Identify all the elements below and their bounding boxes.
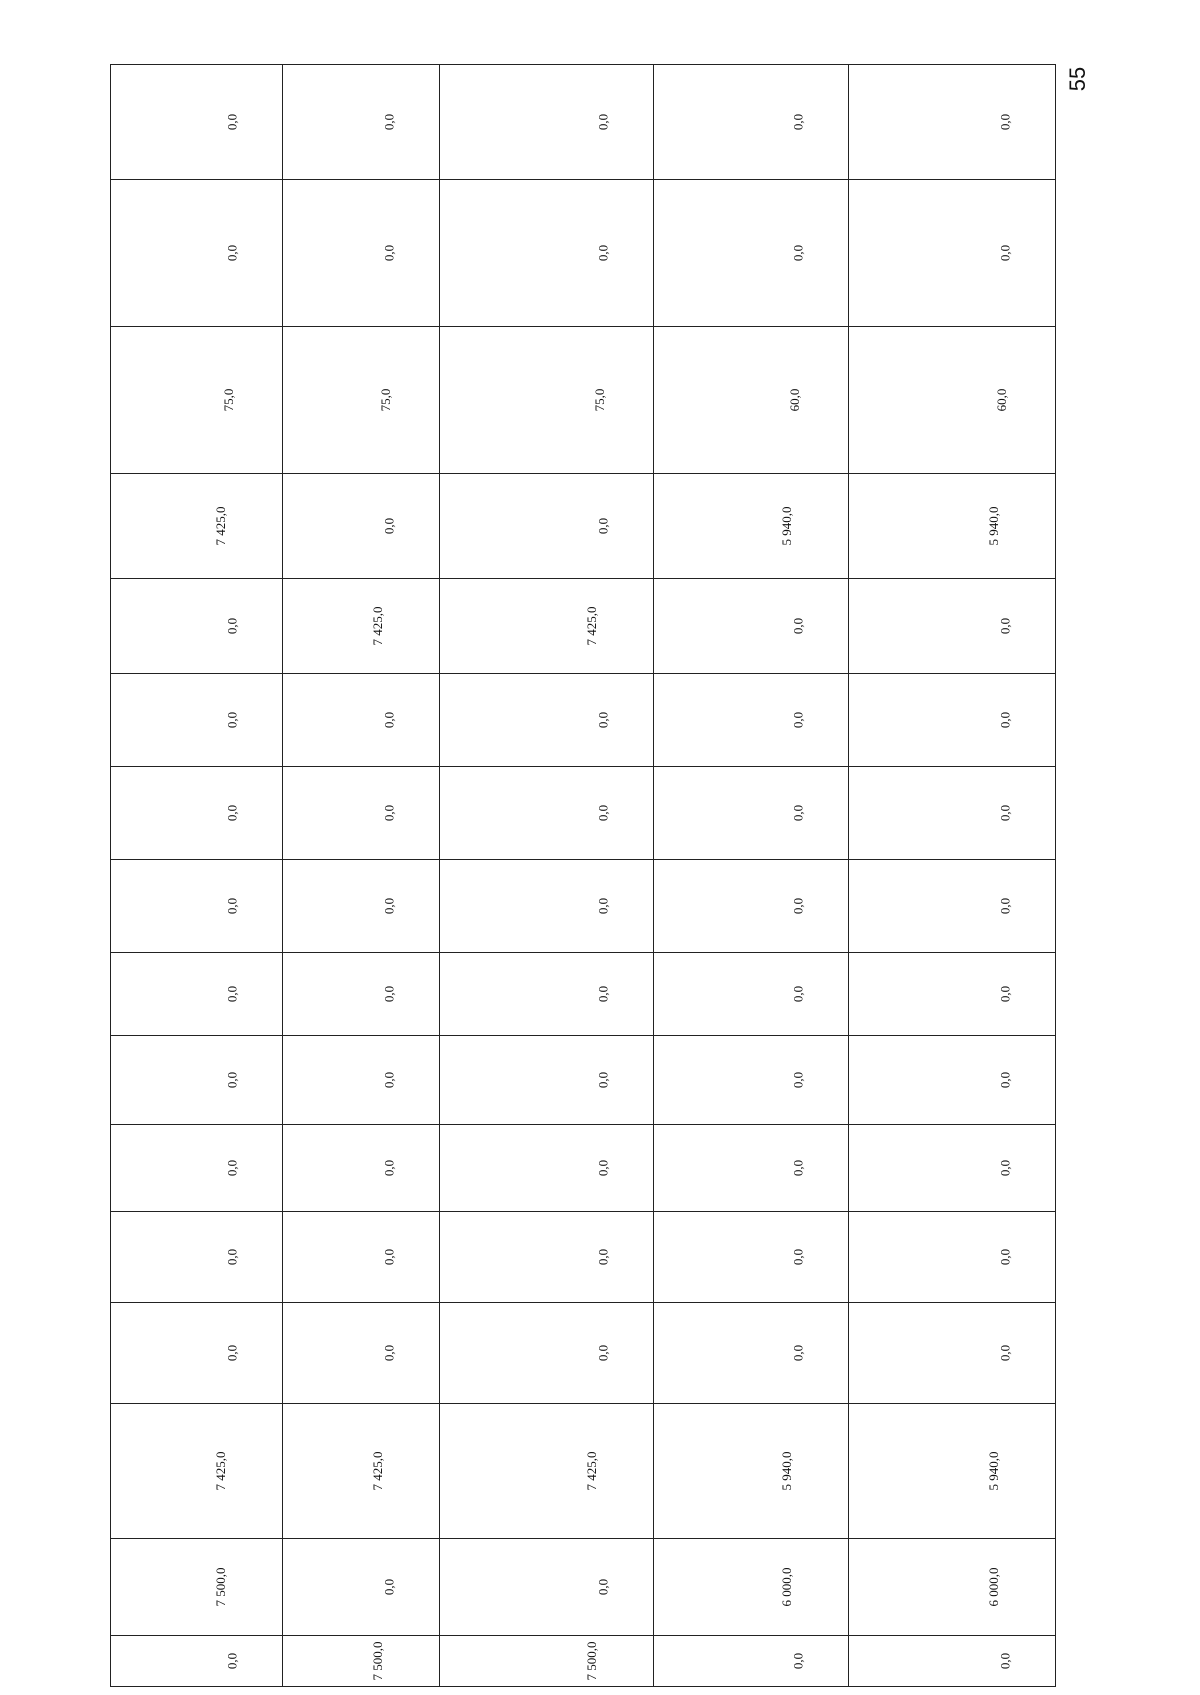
cell-value: 7 500,0 [370, 1641, 385, 1681]
cell-inner [283, 953, 439, 1035]
cell-value: 0,0 [381, 1578, 397, 1596]
table-cell [440, 1303, 654, 1404]
table-cell [654, 1303, 849, 1404]
table-row [111, 1303, 1056, 1404]
table-cell [440, 1404, 654, 1539]
cell-value: 0,0 [381, 804, 397, 822]
table-cell [111, 1125, 283, 1212]
table-body [111, 65, 1056, 1687]
table-row [111, 1212, 1056, 1303]
cell-inner [440, 1636, 653, 1686]
cell-value: 5 940,0 [779, 506, 794, 546]
cell-value: 0,0 [224, 1159, 240, 1177]
cell-value: 0,0 [790, 113, 806, 131]
table-cell [440, 579, 654, 674]
cell-inner [654, 1539, 848, 1635]
cell-value: 75,0 [221, 388, 237, 412]
table-row [111, 953, 1056, 1036]
table-cell [283, 180, 440, 327]
table-cell [654, 1404, 849, 1539]
cell-value: 0,0 [224, 113, 240, 131]
table-cell [440, 953, 654, 1036]
cell-inner [440, 767, 653, 859]
cell-value: 0,0 [790, 897, 806, 915]
table-cell [654, 767, 849, 860]
table-cell [111, 953, 283, 1036]
cell-inner [654, 1404, 848, 1538]
cell-inner [111, 953, 282, 1035]
table-cell [849, 327, 1056, 474]
table-cell [111, 767, 283, 860]
cell-inner [440, 953, 653, 1035]
cell-inner [654, 1036, 848, 1124]
cell-value: 0,0 [595, 1344, 611, 1362]
cell-value: 7 425,0 [213, 506, 228, 546]
cell-value: 0,0 [381, 897, 397, 915]
cell-inner [111, 674, 282, 766]
table-row [111, 474, 1056, 579]
cell-inner [111, 1404, 282, 1538]
cell-inner [849, 180, 1055, 326]
table-cell [440, 65, 654, 180]
table-cell [849, 1125, 1056, 1212]
cell-value: 60,0 [994, 388, 1010, 412]
table-cell [283, 674, 440, 767]
cell-value: 5 940,0 [986, 1451, 1001, 1491]
cell-value: 0,0 [224, 244, 240, 262]
cell-inner [283, 767, 439, 859]
table-cell [111, 474, 283, 579]
cell-inner [849, 953, 1055, 1035]
cell-value: 0,0 [997, 1652, 1013, 1670]
table-cell [654, 953, 849, 1036]
cell-inner [654, 65, 848, 179]
cell-inner [283, 1636, 439, 1686]
cell-value: 0,0 [997, 897, 1013, 915]
cell-inner [849, 1125, 1055, 1211]
cell-value: 0,0 [381, 1344, 397, 1362]
cell-inner [654, 474, 848, 578]
cell-inner [849, 860, 1055, 952]
cell-inner [283, 327, 439, 473]
cell-inner [283, 579, 439, 673]
cell-value: 0,0 [790, 617, 806, 635]
table-cell [111, 1036, 283, 1125]
table-cell [849, 579, 1056, 674]
cell-inner [654, 1303, 848, 1403]
cell-inner [111, 767, 282, 859]
table-cell [849, 1404, 1056, 1539]
cell-inner [111, 180, 282, 326]
cell-inner [849, 1636, 1055, 1686]
cell-inner [283, 1303, 439, 1403]
cell-inner [849, 674, 1055, 766]
cell-inner [654, 1212, 848, 1302]
table-cell [654, 1125, 849, 1212]
cell-value: 0,0 [595, 1248, 611, 1266]
table-cell [440, 767, 654, 860]
table-cell [654, 474, 849, 579]
table-cell [283, 1125, 440, 1212]
table-cell [283, 65, 440, 180]
table-cell [849, 65, 1056, 180]
cell-inner [849, 767, 1055, 859]
table-cell [849, 1036, 1056, 1125]
table-cell [849, 674, 1056, 767]
cell-value: 0,0 [790, 1652, 806, 1670]
cell-value: 0,0 [997, 113, 1013, 131]
cell-inner [283, 1539, 439, 1635]
cell-value: 0,0 [595, 244, 611, 262]
cell-inner [440, 474, 653, 578]
cell-inner [283, 1212, 439, 1302]
cell-value: 0,0 [381, 113, 397, 131]
cell-value: 0,0 [997, 1344, 1013, 1362]
table-cell [849, 767, 1056, 860]
table-cell [111, 1539, 283, 1636]
table-cell [440, 1036, 654, 1125]
cell-inner [849, 579, 1055, 673]
cell-inner [440, 1404, 653, 1538]
cell-value: 75,0 [592, 388, 608, 412]
cell-inner [283, 1036, 439, 1124]
table-cell [111, 1404, 283, 1539]
cell-inner [849, 474, 1055, 578]
table-cell [849, 1303, 1056, 1404]
table-row [111, 1404, 1056, 1539]
table-cell [654, 579, 849, 674]
cell-inner [654, 767, 848, 859]
table-cell [111, 65, 283, 180]
table-cell [654, 860, 849, 953]
cell-value: 0,0 [595, 517, 611, 535]
table-cell [849, 860, 1056, 953]
table-cell [111, 860, 283, 953]
cell-inner [440, 674, 653, 766]
cell-value: 0,0 [224, 1652, 240, 1670]
table-row [111, 579, 1056, 674]
cell-value: 0,0 [997, 617, 1013, 635]
table-cell [440, 1212, 654, 1303]
cell-value: 0,0 [224, 985, 240, 1003]
table-row [111, 65, 1056, 180]
cell-inner [849, 327, 1055, 473]
cell-value: 0,0 [790, 1248, 806, 1266]
cell-value: 0,0 [381, 517, 397, 535]
table-cell [654, 1036, 849, 1125]
cell-inner [111, 1125, 282, 1211]
cell-inner [111, 327, 282, 473]
table-cell [440, 1539, 654, 1636]
cell-value: 0,0 [224, 897, 240, 915]
cell-inner [654, 953, 848, 1035]
cell-value: 0,0 [224, 711, 240, 729]
cell-value: 60,0 [787, 388, 803, 412]
cell-inner [654, 674, 848, 766]
table-cell [283, 1303, 440, 1404]
cell-inner [849, 65, 1055, 179]
cell-inner [849, 1539, 1055, 1635]
table-cell [654, 1212, 849, 1303]
cell-inner [111, 1212, 282, 1302]
cell-value: 0,0 [790, 711, 806, 729]
cell-value: 7 500,0 [213, 1567, 228, 1607]
cell-value: 0,0 [381, 1159, 397, 1177]
cell-value: 0,0 [224, 1248, 240, 1266]
cell-value: 0,0 [381, 711, 397, 729]
cell-value: 0,0 [790, 1071, 806, 1089]
cell-inner [440, 1212, 653, 1302]
cell-inner [283, 474, 439, 578]
cell-value: 0,0 [595, 804, 611, 822]
table-cell [283, 1036, 440, 1125]
table-cell [283, 327, 440, 474]
table-cell [440, 180, 654, 327]
table-row [111, 1125, 1056, 1212]
cell-value: 7 425,0 [584, 606, 599, 646]
table-cell [111, 1636, 283, 1687]
table-cell [111, 180, 283, 327]
table-row [111, 860, 1056, 953]
table-cell [111, 1212, 283, 1303]
table-cell [283, 579, 440, 674]
cell-value: 0,0 [790, 244, 806, 262]
cell-inner [654, 579, 848, 673]
cell-inner [111, 860, 282, 952]
cell-value: 6 000,0 [779, 1567, 794, 1607]
table-cell [849, 1539, 1056, 1636]
table-cell [283, 953, 440, 1036]
cell-value: 0,0 [790, 1159, 806, 1177]
cell-inner [111, 579, 282, 673]
cell-inner [111, 1036, 282, 1124]
table-cell [111, 1303, 283, 1404]
cell-inner [283, 860, 439, 952]
cell-value: 0,0 [381, 1248, 397, 1266]
cell-value: 0,0 [997, 244, 1013, 262]
table-cell [654, 65, 849, 180]
cell-value: 0,0 [790, 1344, 806, 1362]
page-number: 55 [1065, 66, 1090, 92]
cell-value: 0,0 [224, 1344, 240, 1362]
cell-value: 7 425,0 [370, 1451, 385, 1491]
table-cell [440, 860, 654, 953]
table-cell [283, 1539, 440, 1636]
table-row [111, 327, 1056, 474]
cell-value: 5 940,0 [986, 506, 1001, 546]
table-cell [654, 1539, 849, 1636]
cell-value: 7 500,0 [584, 1641, 599, 1681]
cell-inner [849, 1303, 1055, 1403]
table-cell [283, 1404, 440, 1539]
cell-value: 0,0 [595, 1071, 611, 1089]
data-table [110, 64, 1056, 1687]
cell-value: 0,0 [381, 244, 397, 262]
table-cell [440, 327, 654, 474]
table-cell [849, 953, 1056, 1036]
cell-inner [111, 1636, 282, 1686]
cell-value: 75,0 [378, 388, 394, 412]
table-cell [849, 180, 1056, 327]
table-cell [440, 1636, 654, 1687]
table-cell [654, 327, 849, 474]
cell-value: 0,0 [997, 804, 1013, 822]
table-cell [111, 327, 283, 474]
cell-value: 5 940,0 [779, 1451, 794, 1491]
cell-inner [849, 1036, 1055, 1124]
cell-inner [111, 474, 282, 578]
cell-value: 0,0 [997, 1159, 1013, 1177]
cell-inner [654, 1125, 848, 1211]
cell-value: 0,0 [595, 1159, 611, 1177]
cell-inner [654, 327, 848, 473]
cell-value: 7 425,0 [584, 1451, 599, 1491]
table-cell [440, 474, 654, 579]
cell-value: 0,0 [381, 1071, 397, 1089]
cell-value: 0,0 [790, 804, 806, 822]
table-cell [111, 674, 283, 767]
table-cell [283, 1212, 440, 1303]
cell-inner [440, 180, 653, 326]
cell-inner [111, 65, 282, 179]
cell-value: 0,0 [997, 985, 1013, 1003]
cell-inner [654, 180, 848, 326]
cell-value: 0,0 [224, 1071, 240, 1089]
table-row [111, 1636, 1056, 1687]
table-cell [654, 674, 849, 767]
cell-value: 0,0 [997, 711, 1013, 729]
cell-inner [283, 1125, 439, 1211]
cell-value: 0,0 [997, 1248, 1013, 1266]
cell-inner [849, 1404, 1055, 1538]
cell-inner [440, 579, 653, 673]
cell-value: 7 425,0 [370, 606, 385, 646]
table-cell [283, 1636, 440, 1687]
cell-value: 0,0 [790, 985, 806, 1003]
cell-inner [440, 1036, 653, 1124]
cell-inner [849, 1212, 1055, 1302]
cell-inner [111, 1539, 282, 1635]
cell-inner [440, 1539, 653, 1635]
cell-value: 7 425,0 [213, 1451, 228, 1491]
table-cell [849, 474, 1056, 579]
cell-value: 0,0 [224, 617, 240, 635]
cell-inner [283, 1404, 439, 1538]
cell-value: 0,0 [224, 804, 240, 822]
cell-inner [283, 180, 439, 326]
cell-inner [654, 1636, 848, 1686]
table-cell [283, 767, 440, 860]
table-row [111, 674, 1056, 767]
cell-value: 0,0 [595, 985, 611, 1003]
cell-value: 0,0 [595, 113, 611, 131]
cell-value: 0,0 [595, 897, 611, 915]
cell-inner [111, 1303, 282, 1403]
table-cell [440, 1125, 654, 1212]
cell-value: 0,0 [595, 1578, 611, 1596]
table-cell [283, 474, 440, 579]
cell-value: 0,0 [997, 1071, 1013, 1089]
table-row [111, 1036, 1056, 1125]
cell-inner [654, 860, 848, 952]
cell-inner [440, 327, 653, 473]
cell-value: 0,0 [595, 711, 611, 729]
table-cell [440, 674, 654, 767]
cell-inner [283, 65, 439, 179]
table-cell [654, 180, 849, 327]
table-cell [283, 860, 440, 953]
table-cell [654, 1636, 849, 1687]
cell-value: 6 000,0 [986, 1567, 1001, 1607]
cell-inner [440, 860, 653, 952]
table-row [111, 1539, 1056, 1636]
cell-inner [440, 65, 653, 179]
table-cell [111, 579, 283, 674]
table-cell [849, 1636, 1056, 1687]
cell-inner [283, 674, 439, 766]
cell-inner [440, 1303, 653, 1403]
cell-value: 0,0 [381, 985, 397, 1003]
cell-inner [440, 1125, 653, 1211]
table-row [111, 767, 1056, 860]
table-cell [849, 1212, 1056, 1303]
table-row [111, 180, 1056, 327]
